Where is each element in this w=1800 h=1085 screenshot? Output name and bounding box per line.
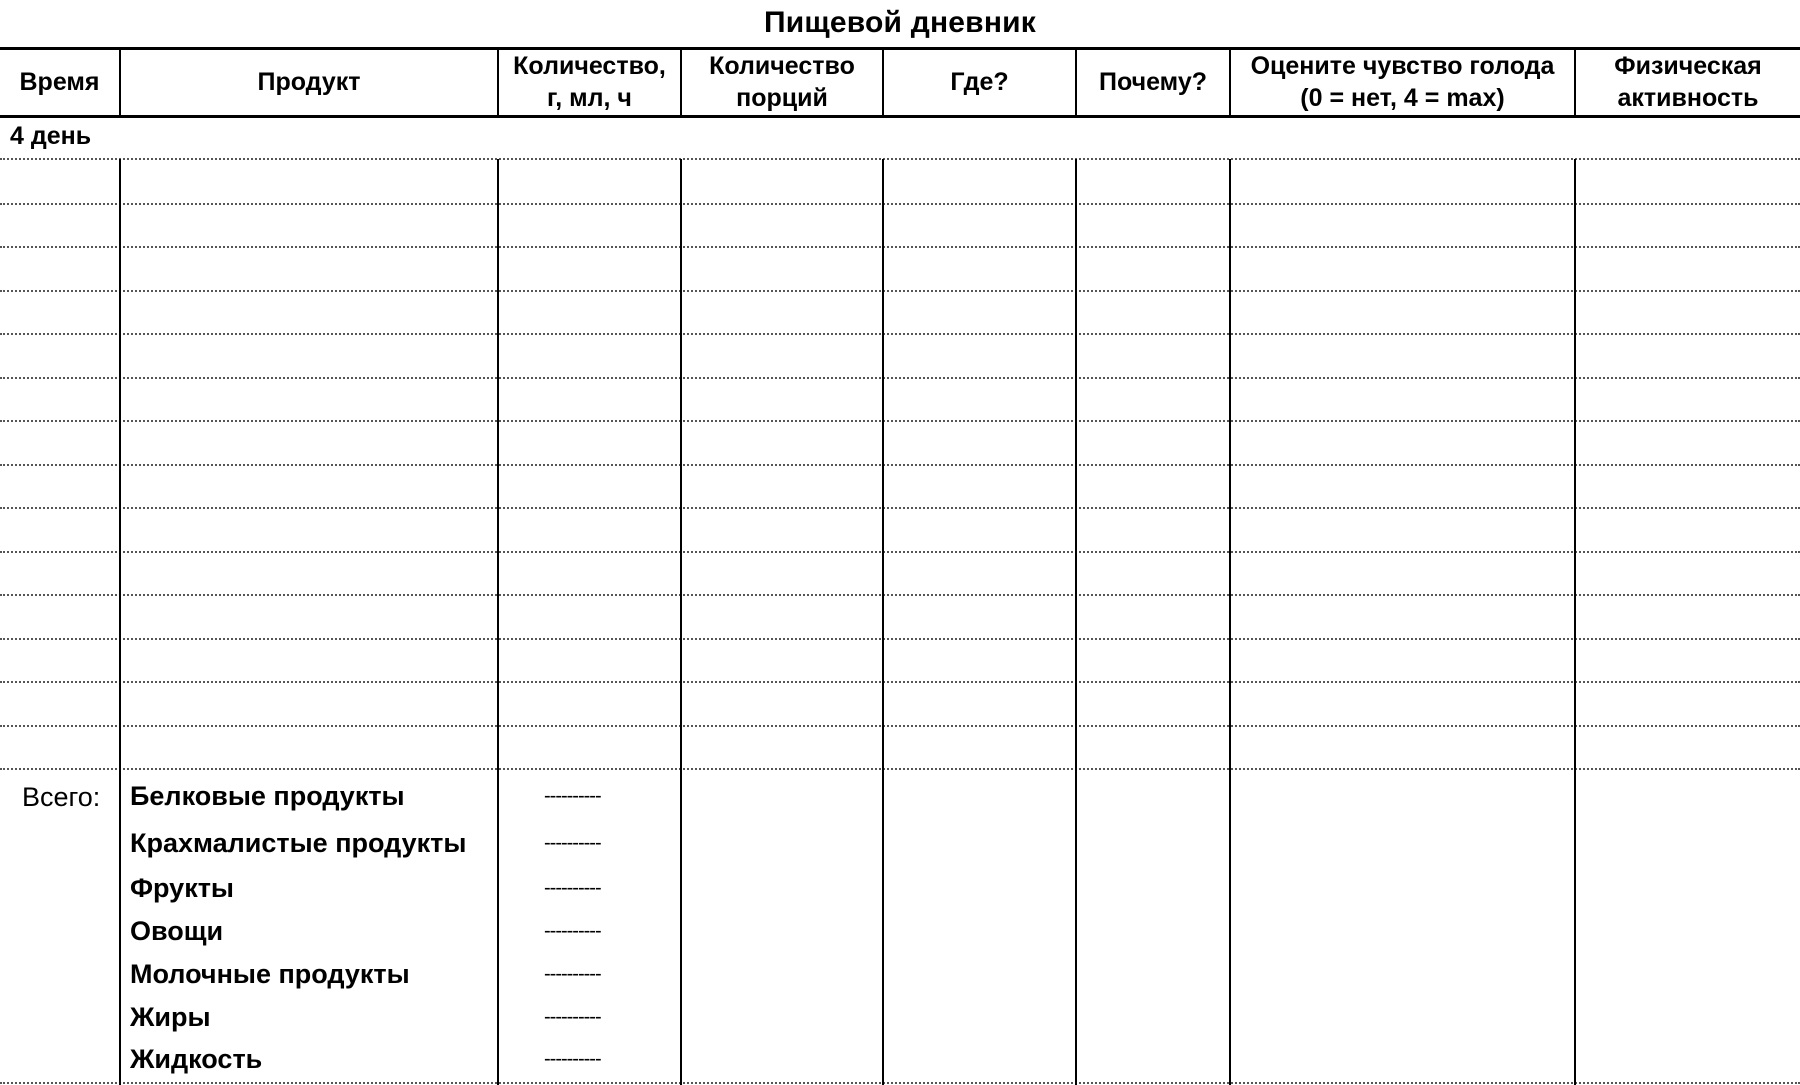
entry-cell[interactable] [499,247,680,289]
entry-cell[interactable] [121,247,497,289]
entry-cell[interactable] [884,639,1075,681]
column-divider [882,159,884,1085]
entry-cell[interactable] [884,378,1075,420]
total-item-name: Жиры [130,1002,211,1032]
entry-cell[interactable] [0,421,119,463]
entry-cell[interactable] [121,291,497,333]
column-divider [680,47,682,115]
column-divider [1229,47,1231,115]
totals-label: Всего: [22,782,101,812]
entry-cell[interactable] [682,595,882,637]
total-item-name: Молочные продукты [130,959,410,989]
entry-cell[interactable] [682,465,882,507]
entry-cell[interactable] [1077,378,1229,420]
column-header-why: Почему? [1098,68,1208,96]
entry-cell[interactable] [884,421,1075,463]
entry-cell[interactable] [1077,204,1229,246]
entry-cell[interactable] [1576,204,1800,246]
entry-cell[interactable] [0,160,119,202]
entry-cell[interactable] [884,595,1075,637]
entry-cell[interactable] [1077,160,1229,202]
total-item-name: Фрукты [130,873,234,903]
total-item-name: Белковые продукты [130,781,405,811]
entry-cell[interactable] [499,639,680,681]
column-divider [1075,159,1077,1085]
entry-cell[interactable] [1576,465,1800,507]
entry-cell[interactable] [1231,682,1574,724]
column-header-portions: Количество порций [709,52,855,112]
total-item-value: ---------- [544,832,601,854]
entry-cell[interactable] [121,595,497,637]
entry-cell[interactable] [884,682,1075,724]
entry-cell[interactable] [1077,334,1229,376]
entry-cell[interactable] [121,726,497,768]
entry-cell[interactable] [499,508,680,550]
entry-cell[interactable] [499,421,680,463]
entry-cell[interactable] [1576,421,1800,463]
entry-cell[interactable] [121,508,497,550]
entry-cell[interactable] [1231,726,1574,768]
entry-cell[interactable] [682,334,882,376]
entry-cell[interactable] [121,682,497,724]
entry-cell[interactable] [121,552,497,594]
entry-cell[interactable] [1576,508,1800,550]
entry-cell[interactable] [121,639,497,681]
entry-cell[interactable] [121,465,497,507]
entry-cell[interactable] [682,160,882,202]
total-item-name: Жидкость [130,1044,263,1074]
entry-cell[interactable] [884,247,1075,289]
column-header-time: Время [19,68,100,96]
entry-cell[interactable] [121,378,497,420]
column-header-product: Продукт [257,68,361,96]
entry-cell[interactable] [884,465,1075,507]
entry-cell[interactable] [1077,595,1229,637]
entry-cell[interactable] [121,421,497,463]
entry-cell[interactable] [884,552,1075,594]
entry-cell[interactable] [499,204,680,246]
total-item-value: ---------- [544,1048,601,1070]
entry-cell[interactable] [1077,726,1229,768]
entry-cell[interactable] [682,508,882,550]
entry-cell[interactable] [1231,291,1574,333]
entry-cell[interactable] [499,682,680,724]
entry-cell[interactable] [884,160,1075,202]
entry-cell[interactable] [1231,639,1574,681]
entry-cell[interactable] [1231,204,1574,246]
total-item-value: ---------- [544,785,601,807]
column-divider [882,47,884,115]
entry-cell[interactable] [0,639,119,681]
entry-cell[interactable] [0,334,119,376]
column-divider [497,159,499,1085]
entry-cell[interactable] [121,204,497,246]
entry-cell[interactable] [0,465,119,507]
entry-cell[interactable] [1576,726,1800,768]
entry-cell[interactable] [499,378,680,420]
entry-cell[interactable] [0,726,119,768]
header-bottom-border [0,115,1800,118]
entry-cell[interactable] [499,726,680,768]
entry-cell[interactable] [1231,508,1574,550]
entry-cell[interactable] [499,552,680,594]
entry-cell[interactable] [1576,595,1800,637]
column-divider [1075,47,1077,115]
entry-cell[interactable] [0,204,119,246]
entry-cell[interactable] [1231,421,1574,463]
column-divider [497,47,499,115]
entry-cell[interactable] [884,334,1075,376]
entry-cell[interactable] [682,639,882,681]
entry-cell[interactable] [1576,247,1800,289]
total-item-value: ---------- [544,963,601,985]
entry-cell[interactable] [121,160,497,202]
column-header-where: Где? [950,68,1009,96]
column-divider [1229,159,1231,1085]
day-label: 4 день [10,122,92,150]
entry-cell[interactable] [0,508,119,550]
entry-cell[interactable] [682,204,882,246]
entry-cell[interactable] [1231,465,1574,507]
entry-row-border [0,768,1800,770]
entry-cell[interactable] [682,552,882,594]
entry-cell[interactable] [884,508,1075,550]
entry-cell[interactable] [1077,682,1229,724]
entry-cell[interactable] [1231,552,1574,594]
column-header-activity: Физическая активность [1614,52,1762,112]
entry-cell[interactable] [0,291,119,333]
entry-cell[interactable] [884,291,1075,333]
column-header-amount: Количество, г, мл, ч [513,52,666,112]
entry-cell[interactable] [682,682,882,724]
entry-cell[interactable] [0,247,119,289]
entry-cell[interactable] [884,204,1075,246]
entry-cell[interactable] [682,726,882,768]
total-item-value: ---------- [544,877,601,899]
entry-cell[interactable] [884,726,1075,768]
entry-cell[interactable] [1576,160,1800,202]
entry-cell[interactable] [1077,552,1229,594]
total-item-value: ---------- [544,1006,601,1028]
entry-cell[interactable] [0,552,119,594]
column-divider [1574,47,1576,115]
entry-cell[interactable] [1077,465,1229,507]
entry-cell[interactable] [682,421,882,463]
entry-cell[interactable] [1576,682,1800,724]
entry-cell[interactable] [682,247,882,289]
entry-cell[interactable] [499,291,680,333]
total-item-name: Овощи [130,916,224,946]
entry-cell[interactable] [1077,639,1229,681]
entry-cell[interactable] [1576,639,1800,681]
table-bottom-border [0,1082,1800,1084]
entry-cell[interactable] [682,291,882,333]
entry-cell[interactable] [1077,247,1229,289]
entry-cell[interactable] [1231,378,1574,420]
entry-cell[interactable] [1077,291,1229,333]
page-title: Пищевой дневник [763,6,1037,39]
column-divider [680,159,682,1085]
entry-cell[interactable] [499,160,680,202]
entry-cell[interactable] [121,334,497,376]
entry-cell[interactable] [1576,291,1800,333]
entry-cell[interactable] [499,595,680,637]
entry-cell[interactable] [0,378,119,420]
column-header-hunger: Оцените чувство голода (0 = нет, 4 = max) [1250,52,1555,112]
entry-cell[interactable] [0,682,119,724]
entry-cell[interactable] [1576,334,1800,376]
entry-cell[interactable] [1231,160,1574,202]
entry-cell[interactable] [1231,247,1574,289]
entry-cell[interactable] [682,378,882,420]
column-divider [1574,159,1576,1085]
entry-cell[interactable] [1576,378,1800,420]
total-item-name: Крахмалистые продукты [130,828,467,858]
column-divider [119,47,121,115]
entry-cell[interactable] [1231,595,1574,637]
entry-cell[interactable] [1576,552,1800,594]
entry-cell[interactable] [499,465,680,507]
entry-cell[interactable] [0,595,119,637]
entry-cell[interactable] [499,334,680,376]
column-divider [119,159,121,1085]
entry-cell[interactable] [1077,508,1229,550]
total-item-value: ---------- [544,920,601,942]
entry-cell[interactable] [1077,421,1229,463]
entry-cell[interactable] [1231,334,1574,376]
